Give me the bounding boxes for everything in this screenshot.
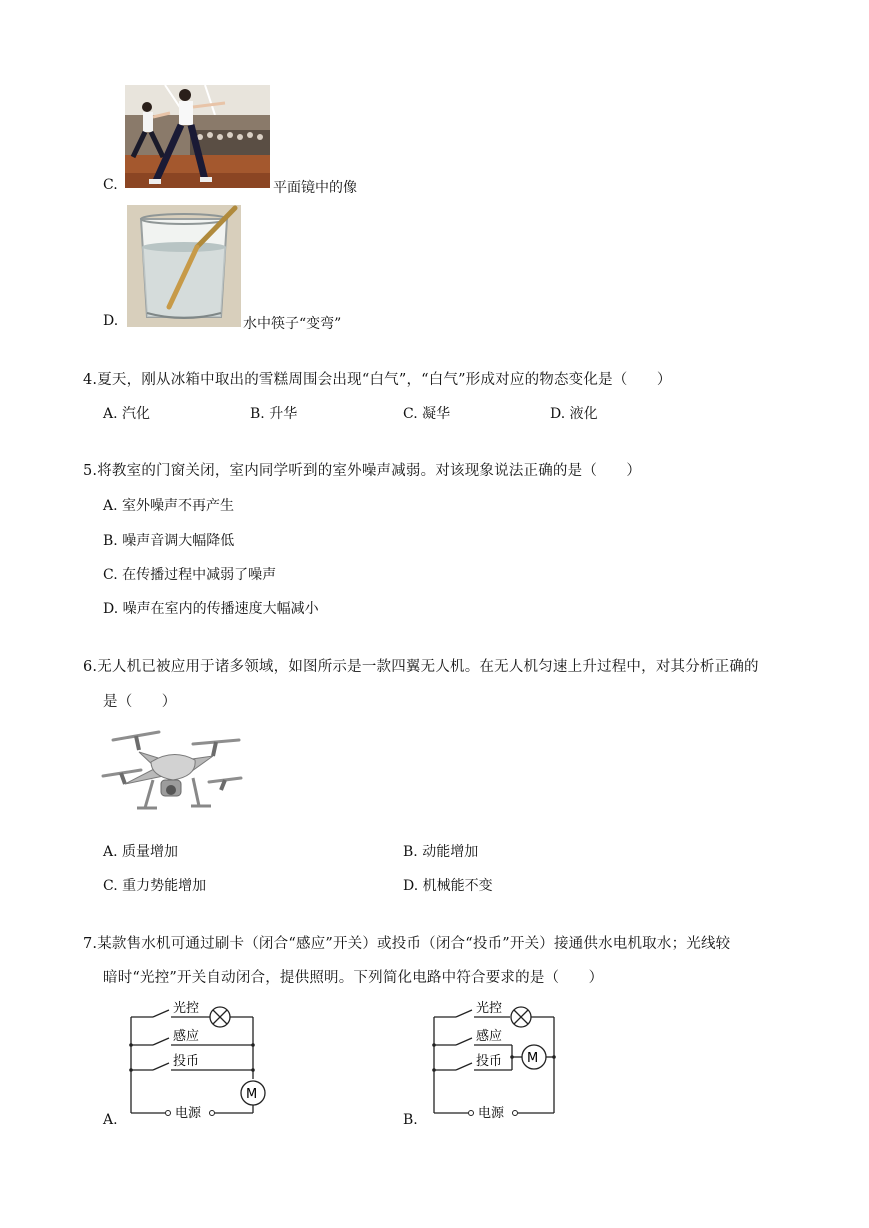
q6-option-d: D. 机械能不变	[403, 878, 493, 894]
q4-option-c: C. 凝华	[403, 406, 451, 422]
quadcopter-drone-photo	[101, 718, 243, 818]
circuit-a-coin-label: 投币	[173, 1054, 200, 1069]
q6-option-c: C. 重力势能增加	[103, 878, 207, 894]
question-6-stem-line2: 是（ ）	[103, 694, 177, 710]
q4-option-b: B. 升华	[250, 406, 298, 422]
option-d-text: 水中筷子“变弯”	[243, 316, 342, 332]
question-6-stem-line1: 6.无人机已被应用于诸多领域，如图所示是一款四翼无人机。在无人机匀速上升过程中，对其分析正确的	[83, 659, 759, 675]
circuit-b-coin-label: 投币	[476, 1054, 503, 1069]
q7-option-b-letter: B.	[403, 1112, 418, 1128]
option-d-letter: D.	[103, 313, 119, 329]
q4-option-d: D. 液化	[550, 406, 598, 422]
q6-option-a: A. 质量增加	[103, 844, 179, 860]
option-c-letter: C.	[103, 177, 118, 193]
question-4-stem: 4.夏天，刚从冰箱中取出的雪糕周围会出现“白气”，“白气”形成对应的物态变化是（ ）	[83, 372, 672, 388]
question-7-stem-line2: 暗时“光控”开关自动闭合，提供照明。下列简化电路中符合要求的是（ ）	[103, 970, 604, 986]
question-7-stem-line1: 7.某款售水机可通过刷卡（闭合“感应”开关）或投币（闭合“投币”开关）接通供水电机取水；光线较	[83, 936, 731, 952]
circuit-a-sense-label: 感应	[173, 1029, 200, 1044]
circuit-a-light-label: 光控	[173, 1001, 200, 1016]
option-c-text: 平面镜中的像	[273, 180, 357, 196]
q5-option-d: D. 噪声在室内的传播速度大幅减小	[103, 601, 319, 617]
q5-option-b: B. 噪声音调大幅降低	[103, 533, 235, 549]
dance-mirror-photo	[125, 85, 270, 188]
circuit-b-motor-label: M	[527, 1051, 539, 1066]
question-5-stem: 5.将教室的门窗关闭，室内同学听到的室外噪声减弱。对该现象说法正确的是（ ）	[83, 463, 642, 479]
q4-option-a: A. 汽化	[103, 406, 151, 422]
q5-option-a: A. 室外噪声不再产生	[103, 498, 235, 514]
q6-option-b: B. 动能增加	[403, 844, 479, 860]
circuit-a-motor-label: M	[246, 1087, 258, 1102]
circuit-b-sense-label: 感应	[476, 1029, 503, 1044]
circuit-b-light-label: 光控	[476, 1001, 503, 1016]
q7-option-a-letter: A.	[103, 1112, 118, 1128]
circuit-diagram-a	[125, 995, 275, 1123]
circuit-a-power-label: 电源	[175, 1106, 202, 1121]
chopstick-in-water-photo	[127, 205, 241, 327]
q5-option-c: C. 在传播过程中减弱了噪声	[103, 567, 277, 583]
circuit-b-power-label: 电源	[478, 1106, 505, 1121]
circuit-diagram-b	[428, 995, 578, 1123]
